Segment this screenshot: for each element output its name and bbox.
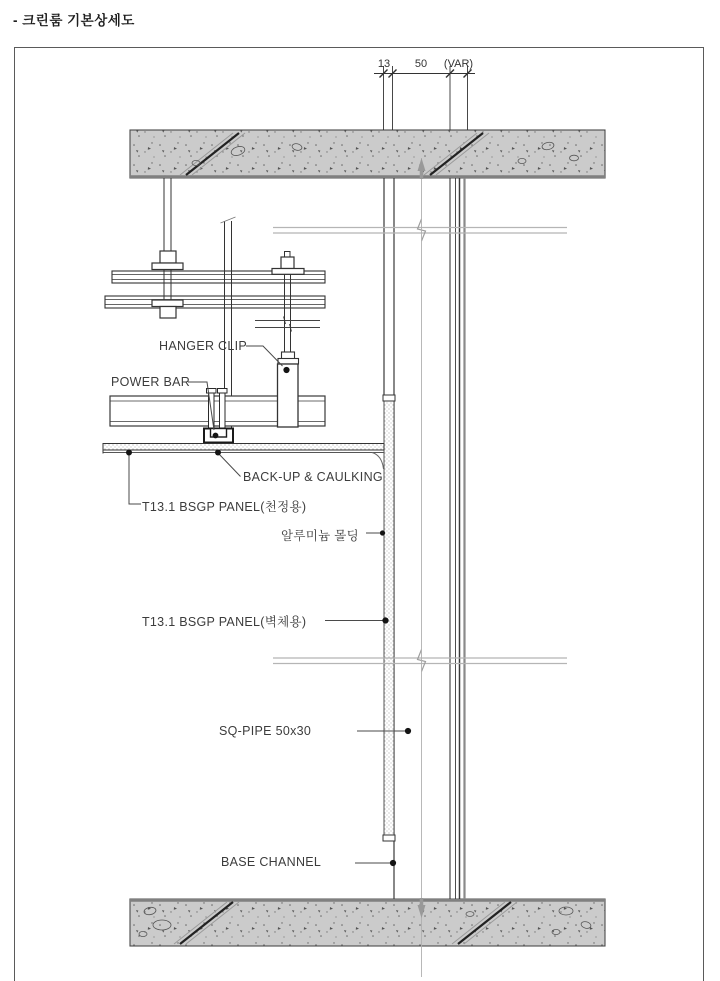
support-channel-lower xyxy=(105,296,325,308)
bottom-concrete-slab xyxy=(130,899,605,946)
molding-cap-bottom xyxy=(383,835,395,841)
label-base-channel: BASE CHANNEL xyxy=(221,855,322,869)
washer xyxy=(152,263,183,270)
top-concrete-slab xyxy=(130,130,605,178)
centerline xyxy=(418,158,426,977)
caulking-fillet xyxy=(372,453,384,470)
label-backup-caulking: BACK-UP & CAULKING xyxy=(243,470,383,484)
leader-dot xyxy=(283,367,289,373)
bolt-head xyxy=(281,257,294,269)
page-title: - 크린룸 기본상세도 xyxy=(13,13,135,28)
molding-cap-top xyxy=(383,395,395,401)
nut xyxy=(160,307,176,319)
label-hanger-clip: HANGER CLIP xyxy=(159,339,248,353)
hanger-clip-part xyxy=(278,352,299,427)
dim-13: 13 xyxy=(377,58,391,70)
wall-assembly xyxy=(384,178,465,899)
break-line-upper xyxy=(273,219,567,241)
label-aluminum-molding: 알루미늄 몰딩 xyxy=(281,529,360,543)
leader-dot xyxy=(213,433,219,439)
label-ceiling-panel: T13.1 BSGP PANEL(천정용) xyxy=(142,500,307,514)
washer xyxy=(272,269,304,275)
dimension-group xyxy=(374,66,475,130)
dim-var: (VAR) xyxy=(443,58,474,70)
break-line-lower xyxy=(273,650,567,672)
label-power-bar: POWER BAR xyxy=(111,375,191,389)
dim-50: 50 xyxy=(414,58,428,70)
nut xyxy=(160,251,176,263)
label-sq-pipe: SQ-PIPE 50x30 xyxy=(219,724,312,738)
washer xyxy=(152,300,183,307)
ceiling-panel-band xyxy=(103,443,384,469)
label-wall-panel: T13.1 BSGP PANEL(벽체용) xyxy=(142,615,307,629)
